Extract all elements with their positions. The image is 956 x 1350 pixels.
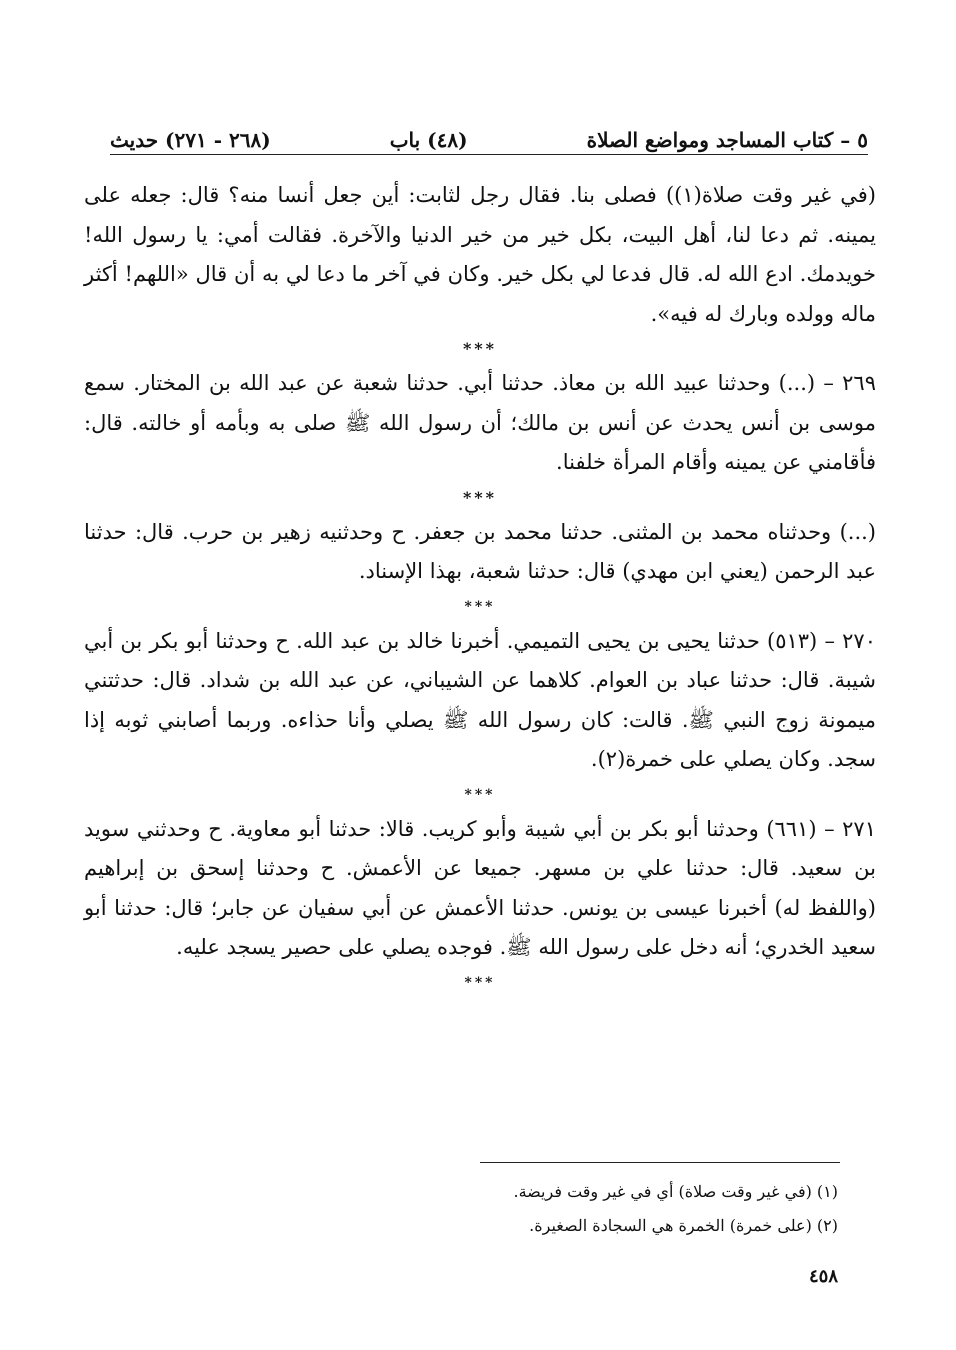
footnotes: [300, 1175, 838, 1243]
footnote: (٢) (على خمرة) الخمرة هي السجادة الصغيرة.: [529, 1216, 838, 1235]
hadith-paragraph: ٢٧١ – (٦٦١) وحدثنا أبو بكر بن أبي شيبة وأبو كريب. قالا: حدثنا أبو معاوية. ح وحدثني سويد بن سعيد. قال: حدثنا علي بن مسهر. جميعا عن الأعمش. ح وحدثنا إسحق بن إبراهيم (واللفظ له) أخبرنا عيسى بن يونس. حدثنا الأعمش عن أبي سفيان عن جابر؛ قال: حدثنا أبو سعيد الخدري؛ أنه دخل على رسول الله ﷺ. فوجده يصلي على حصير يسجد عليه.: [84, 816, 876, 959]
hadith-paragraph: ٢٦٩ – (...) وحدثنا عبيد الله بن معاذ. حدثنا أبي. حدثنا شعبة عن عبد الله بن المختار. سمع موسى بن أنس يحدث عن أنس بن مالك؛ أن رسول الله ﷺ صلى به وبأمه أو خالته. قال: فأقامني عن يمينه وأقام المرأة خلفنا.: [84, 371, 876, 474]
section-separator: ***: [462, 487, 498, 507]
hadith-paragraph: (في غير وقت صلاة(١)) فصلى بنا. فقال رجل لثابت: أين جعل أنسا منه؟ قال: جعله على يمينه. ثم دعا لنا، أهل البيت، بكل خير من خير الدنيا والآخرة. فقالت أمي: يا رسول الله! خويدمك. ادع الله له. قال فدعا لي بكل خير. وكان في آخر ما دعا لي به أن قال «اللهم! أكثر ماله وولده وبارك له فيه».: [84, 183, 876, 326]
chapter-title: ٥ – كتاب المساجد ومواضع الصلاة: [586, 128, 868, 152]
page-header: [110, 112, 868, 152]
footnote: (١) (في غير وقت صلاة) أي في غير وقت فريضة.: [513, 1182, 838, 1201]
section-separator: ***: [464, 786, 496, 803]
hadith-paragraph: (...) وحدثناه محمد بن المثنى. حدثنا محمد بن جعفر. ح وحدثنيه زهير بن حرب. قال: حدثنا عبد الرحمن (يعني ابن مهدي) قال: حدثنا شعبة، بهذا الإسناد.: [84, 519, 876, 583]
hadith-paragraph: ٢٧٠ – (٥١٣) حدثنا يحيى بن يحيى التميمي. أخبرنا خالد بن عبد الله. ح وحدثنا أبو بكر بن أبي شيبة. قال: حدثنا عباد بن العوام. كلاهما عن الشيباني، عن عبد الله بن شداد. قال: حدثتني ميمونة زوج النبي ﷺ. قالت: كان رسول الله ﷺ يصلي وأنا حذاءه. وربما أصابني ثوبه إذا سجد. وكان يصلي على خمرة(٢).: [84, 628, 876, 771]
bab-label: (٤٨) باب: [389, 128, 468, 152]
section-separator: ***: [464, 974, 496, 991]
hadith-range: (٢٦٨ - ٢٧١) حديث: [110, 128, 271, 152]
section-separator: ***: [462, 339, 498, 358]
page-number: ٤٥٨: [808, 1266, 838, 1287]
main-text: [84, 176, 876, 998]
header-rule: [110, 154, 868, 155]
section-separator: ***: [464, 598, 496, 615]
footnote-rule: [480, 1162, 840, 1163]
